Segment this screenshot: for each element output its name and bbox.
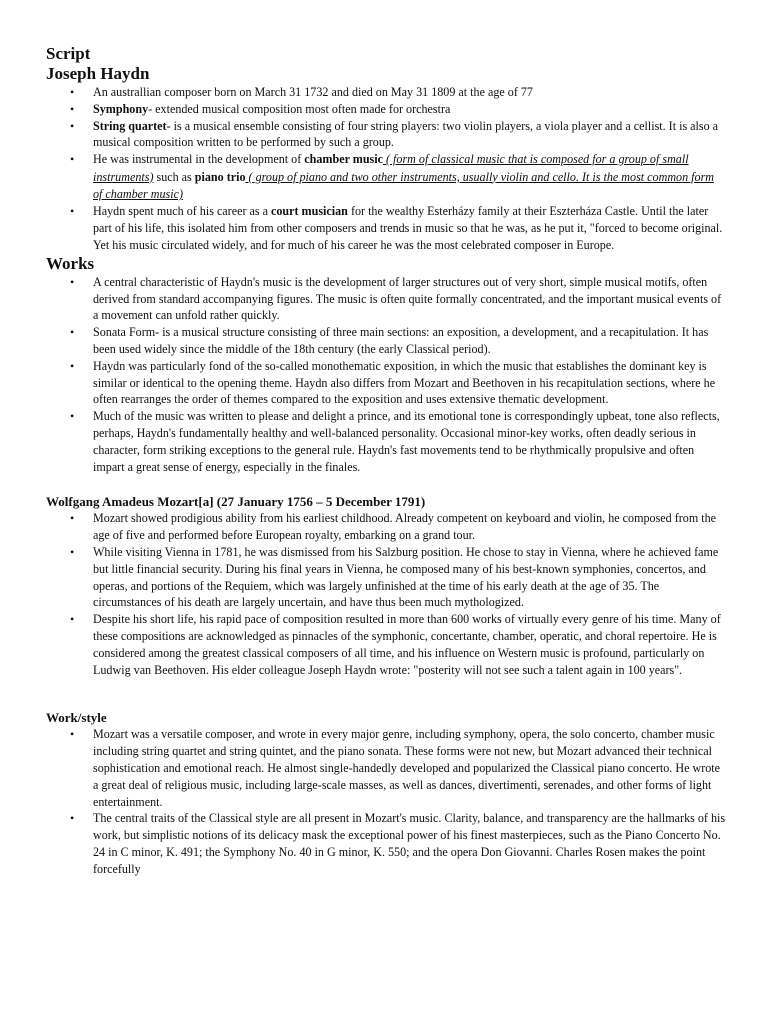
- list-item: • Symphony- extended musical composition most often made for orchestra: [46, 101, 726, 118]
- list-item: • Mozart showed prodigious ability from his earliest childhood. Already competent on keyboard and violin, he composed from the age of five and performed before European royalty, embarking on a grand tour.: [46, 510, 726, 544]
- works-list: [46, 274, 726, 476]
- haydn-heading: Joseph Haydn: [46, 64, 150, 83]
- list-item: • He was instrumental in the development of chamber music ( form of classical music that is composed for a group of small instruments) such as piano trio ( group of piano and two other instruments, usually violin and cello. It is the most common form of chamber music): [46, 151, 726, 203]
- list-item: • Mozart was a versatile composer, and wrote in every major genre, including symphony, opera, the solo concerto, chamber music including string quartet and string quintet, and the piano sonata. These forms were not new, but Mozart advanced their technical sophistication and emotional reach. He almost single-handedly developed and popularized the Classical piano concerto. He wrote a great deal of religious music, including large-scale masses, as well as dances, divertimenti, serenades, and other forms of light entertainment.: [46, 726, 726, 810]
- list-item: • An australlian composer born on March 31 1732 and died on May 31 1809 at the age of 77: [46, 84, 726, 101]
- document-page: [46, 44, 726, 878]
- document-title: Script: [46, 44, 91, 63]
- list-item: • Despite his short life, his rapid pace of composition resulted in more than 600 works of virtually every genre of his time. Many of these compositions are acknowledged as pinnacles of the symphonic, concertante, chamber, operatic, and choral repertoire. He is considered among the greatest classical composers of all time, and his influence on Western music is profound, particularly on Ludwig van Beethoven. His elder colleague Joseph Haydn wrote: "posterity will not see such a talent again in 100 years".: [46, 611, 726, 678]
- list-item: • A central characteristic of Haydn's music is the development of larger structures out of very short, simple musical motifs, often derived from standard accompanying figures. The music is often quite formally concentrated, and the important musical events of a movement can unfold rather quickly.: [46, 274, 726, 324]
- list-item: • While visiting Vienna in 1781, he was dismissed from his Salzburg position. He chose to stay in Vienna, where he achieved fame but little financial security. During his final years in Vienna, he composed many of his best-known symphonies, concertos, and operas, and portions of the Requiem, which was largely unfinished at the time of his early death at the age of 35. The circumstances of his death are largely uncertain, and have thus been much mythologized.: [46, 544, 726, 611]
- haydn-list: [46, 84, 726, 254]
- workstyle-heading: Work/style: [46, 710, 107, 726]
- list-item: • String quartet- is a musical ensemble consisting of four string players: two violin players, a viola player and a cellist. It is also a musical composition written to be performed by such a group.: [46, 118, 726, 152]
- list-item: • Haydn was particularly fond of the so-called monothematic exposition, in which the music that establishes the dominant key is similar or identical to the opening theme. Haydn also differs from Mozart and Beethoven in his recapitulation sections, where he often rearranges the order of themes compared to the exposition and uses extensive thematic development.: [46, 358, 726, 408]
- list-item: • Sonata Form- is a musical structure consisting of three main sections: an exposition, a development, and a recapitulation. It has been used widely since the middle of the 18th century (the early Classical period).: [46, 324, 726, 358]
- mozart-list: [46, 510, 726, 678]
- works-heading: Works: [46, 253, 95, 273]
- mozart-heading: Wolfgang Amadeus Mozart[a] (27 January 1756 – 5 December 1791): [46, 494, 426, 510]
- list-item: • Haydn spent much of his career as a court musician for the wealthy Esterházy family at their Eszterháza Castle. Until the later part of his life, this isolated him from other composers and trends in music so that he was, as he put it, "forced to become original. Yet his music circulated widely, and for much of his career he was the most celebrated composer in Europe.: [46, 203, 726, 253]
- list-item: • The central traits of the Classical style are all present in Mozart's music. Clarity, balance, and transparency are the hallmarks of his work, but simplistic notions of its delicacy mask the exceptional power of his finest masterpieces, such as the Piano Concerto No. 24 in C minor, K. 491; the Symphony No. 40 in G minor, K. 550; and the opera Don Giovanni. Charles Rosen makes the point forcefully: [46, 810, 726, 877]
- workstyle-list: [46, 726, 726, 877]
- list-item: • Much of the music was written to please and delight a prince, and its emotional tone is correspondingly upbeat, tone also reflects, perhaps, Haydn's fundamentally healthy and well-balanced personality. Occasional minor-key works, often deadly serious in character, form striking exceptions to the general rule. Haydn's fast movements tend to be rhythmically propulsive and often impart a great sense of energy, especially in the finales.: [46, 408, 726, 475]
